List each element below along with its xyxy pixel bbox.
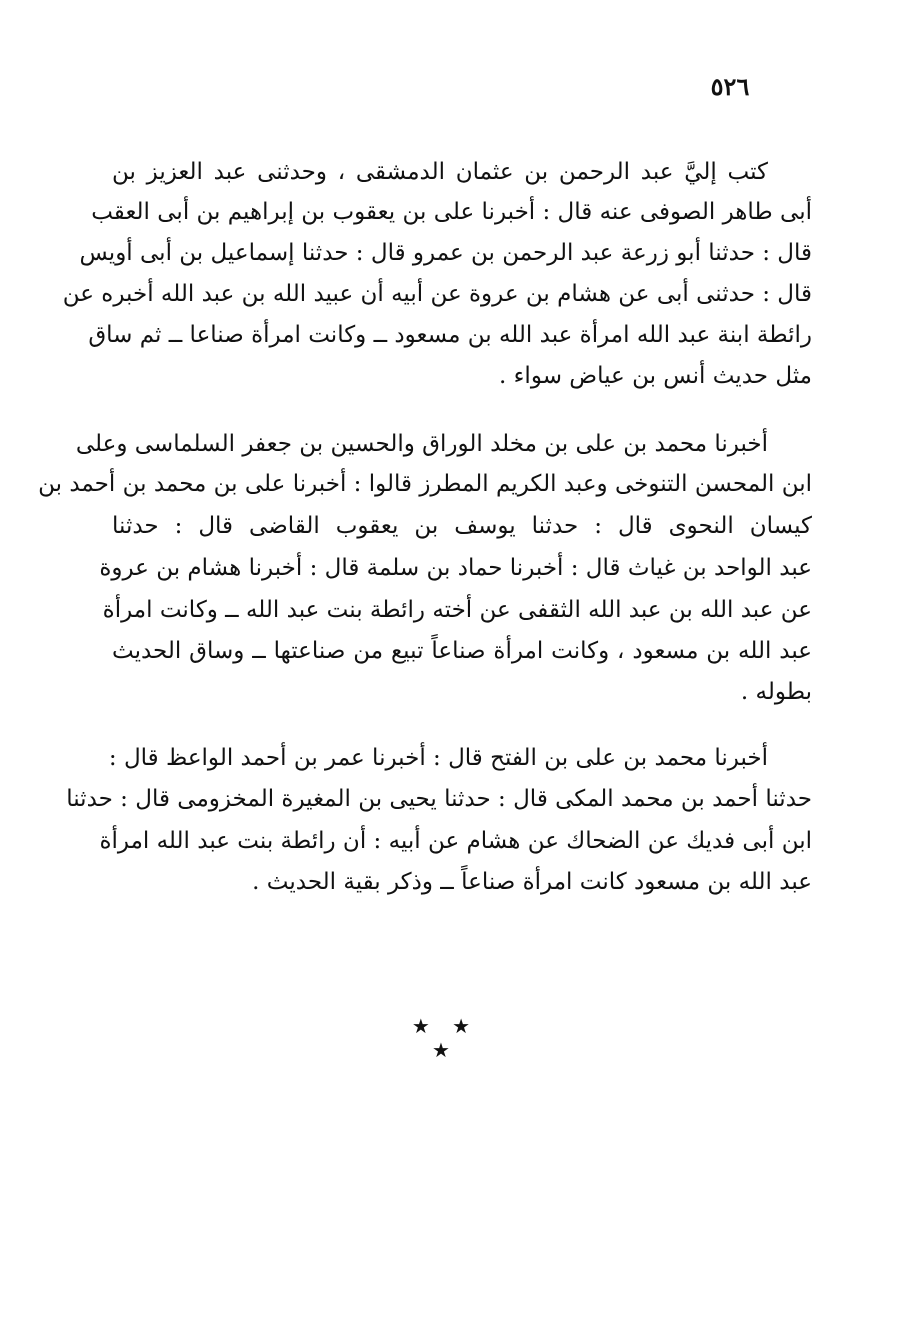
paragraph-1-line-3: قال : حدثنا أبو زرعة عبد الرحمن بن عمرو قال : حدثنا إسماعيل بن أبى أويس xyxy=(79,240,812,266)
paragraph-2-line-1: أخبرنا محمد بن على بن مخلد الوراق والحسين بن جعفر السلماسى وعلى xyxy=(75,431,768,457)
paragraph-2-line-4: عبد الواحد بن غياث قال : أخبرنا حماد بن سلمة قال : أخبرنا هشام بن عروة xyxy=(99,555,812,581)
paragraph-3-line-1: أخبرنا محمد بن على بن الفتح قال : أخبرنا عمر بن أحمد الواعظ قال : xyxy=(108,745,768,771)
paragraph-1-line-2: أبى طاهر الصوفى عنه قال : أخبرنا على بن يعقوب بن إبراهيم بن أبى العقب xyxy=(91,199,812,225)
paragraph-1-line-6: مثل حديث أنس بن عياض سواء . xyxy=(499,363,812,389)
paragraph-3-line-4: عبد الله بن مسعود كانت امرأة صناعاً ــ وذكر بقية الحديث . xyxy=(252,869,812,895)
paragraph-2-line-6: عبد الله بن مسعود ، وكانت امرأة صناعاً تبيع من صناعتها ــ وساق الحديث xyxy=(112,638,812,664)
paragraph-3-line-3: ابن أبى فديك عن الضحاك عن هشام عن أبيه : أن رائطة بنت عبد الله امرأة xyxy=(99,828,812,854)
paragraph-2-line-2: ابن المحسن التنوخى وعبد الكريم المطرز قالوا : أخبرنا على بن محمد بن أحمد بن xyxy=(38,471,812,497)
paragraph-1-line-1: كتب إليَّ عبد الرحمن بن عثمان الدمشقى ، وحدثنى عبد العزيز بن xyxy=(112,159,768,185)
paragraph-2-line-5: عن عبد الله بن عبد الله الثقفى عن أخته رائطة بنت عبد الله ــ وكانت امرأة xyxy=(102,597,812,623)
paragraph-3-line-2: حدثنا أحمد بن محمد المكى قال : حدثنا يحيى بن المغيرة المخزومى قال : حدثنا xyxy=(66,786,812,812)
paragraph-1-line-4: قال : حدثنى أبى عن هشام بن عروة عن أبيه أن عبيد الله بن عبد الله أخبره عن xyxy=(62,281,812,307)
paragraph-1-line-5: رائطة ابنة عبد الله امرأة عبد الله بن مسعود ــ وكانت امرأة صناعا ــ ثم ساق xyxy=(88,322,812,348)
page-number: ٥٢٦ xyxy=(710,72,750,101)
section-separator-stars: ★ ★ ★ xyxy=(411,1014,479,1062)
paragraph-2-line-3: كيسان النحوى قال : حدثنا يوسف بن يعقوب القاضى قال : حدثنا xyxy=(112,513,812,539)
paragraph-2-line-7: بطوله . xyxy=(740,679,812,705)
